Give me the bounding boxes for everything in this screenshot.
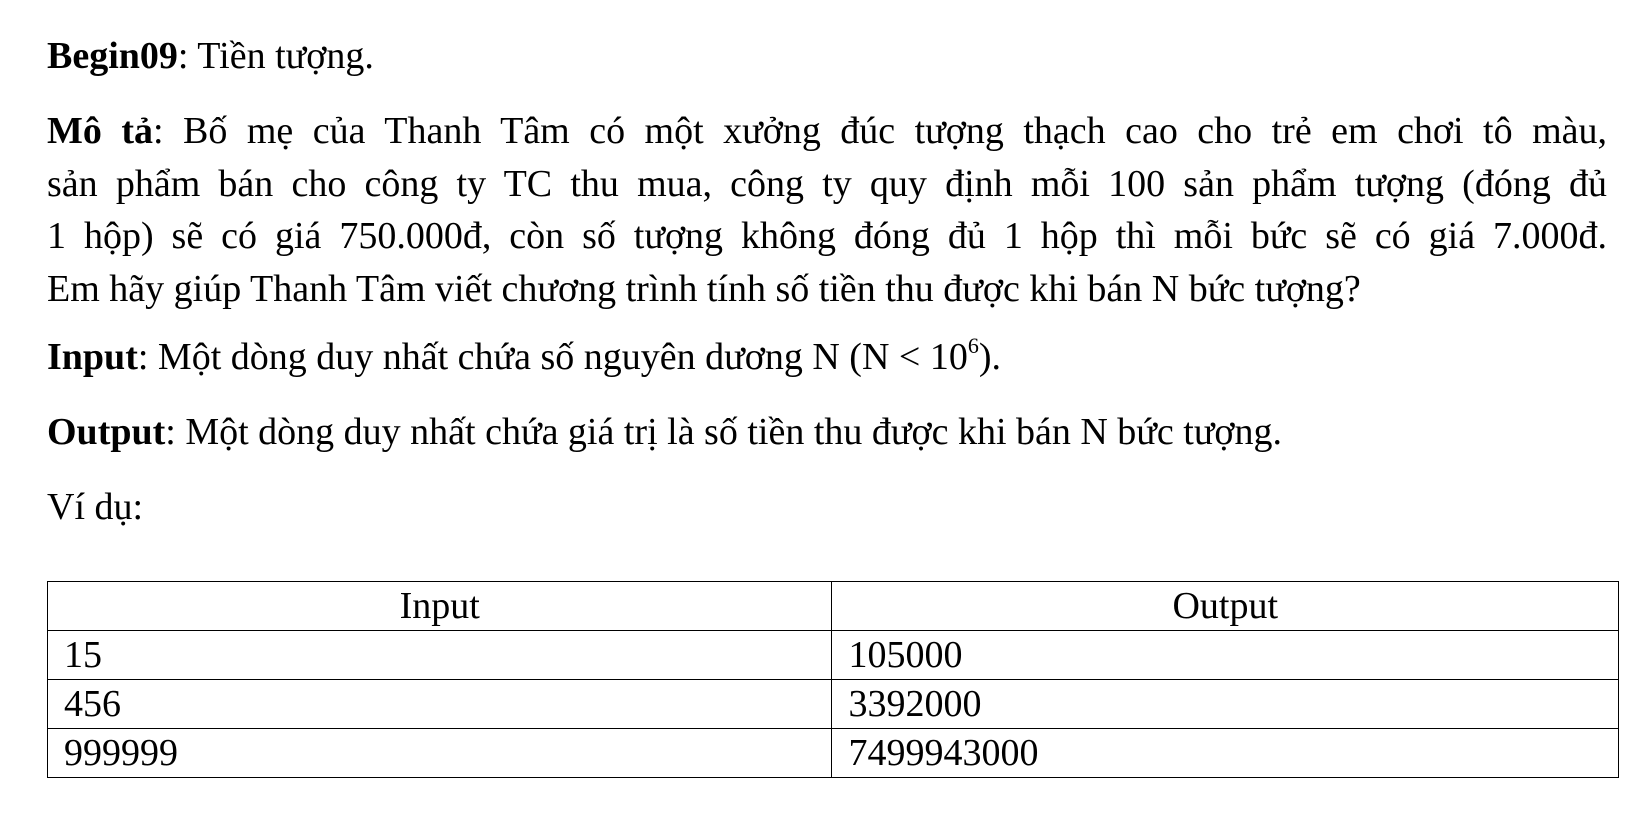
table-row bbox=[48, 680, 1619, 729]
input-suffix: ). bbox=[978, 336, 1001, 378]
description-line: Em hãy giúp Thanh Tâm viết chương trình tính số tiền thu được khi bán N bức tượng? bbox=[47, 267, 1361, 310]
header-input: Input bbox=[48, 582, 832, 631]
table-row bbox=[48, 729, 1619, 778]
header-output: Output bbox=[832, 582, 1619, 631]
example-output: 105000 bbox=[832, 631, 1619, 680]
examples-table bbox=[47, 581, 1619, 778]
problem-code: Begin09 bbox=[47, 35, 178, 77]
description-label: Mô tả bbox=[47, 110, 153, 152]
input-exponent: 6 bbox=[967, 333, 979, 359]
example-input: 15 bbox=[48, 631, 832, 680]
problem-title bbox=[47, 30, 374, 83]
example-input: 999999 bbox=[48, 729, 832, 778]
problem-name: : Tiền tượng. bbox=[177, 35, 374, 77]
output-label: Output bbox=[47, 411, 166, 453]
example-heading: Ví dụ: bbox=[47, 486, 144, 528]
problem-description bbox=[47, 105, 1607, 315]
input-text: : Một dòng duy nhất chứa số nguyên dương N (N < 10 bbox=[137, 336, 968, 378]
input-specification bbox=[47, 331, 1001, 384]
example-output: 3392000 bbox=[832, 680, 1619, 729]
example-output: 7499943000 bbox=[832, 729, 1619, 778]
output-text: : Một dòng duy nhất chứa giá trị là số tiền thu được khi bán N bức tượng. bbox=[165, 411, 1283, 453]
input-label: Input bbox=[47, 336, 138, 378]
description-line: 1 hộp) sẽ có giá 750.000đ, còn số tượng không đóng đủ 1 hộp thì mỗi bức sẽ có giá 7.000đ. bbox=[47, 215, 1607, 257]
description-line: sản phẩm bán cho công ty TC thu mua, công ty quy định mỗi 100 sản phẩm tượng (đóng đủ bbox=[47, 162, 1607, 205]
example-input: 456 bbox=[48, 680, 832, 729]
output-specification bbox=[47, 406, 1282, 459]
table-header-row bbox=[48, 582, 1619, 631]
table-row bbox=[48, 631, 1619, 680]
description-line: Mô tả: Bố mẹ của Thanh Tâm có một xưởng đúc tượng thạch cao cho trẻ em chơi tô màu, bbox=[47, 110, 1607, 152]
